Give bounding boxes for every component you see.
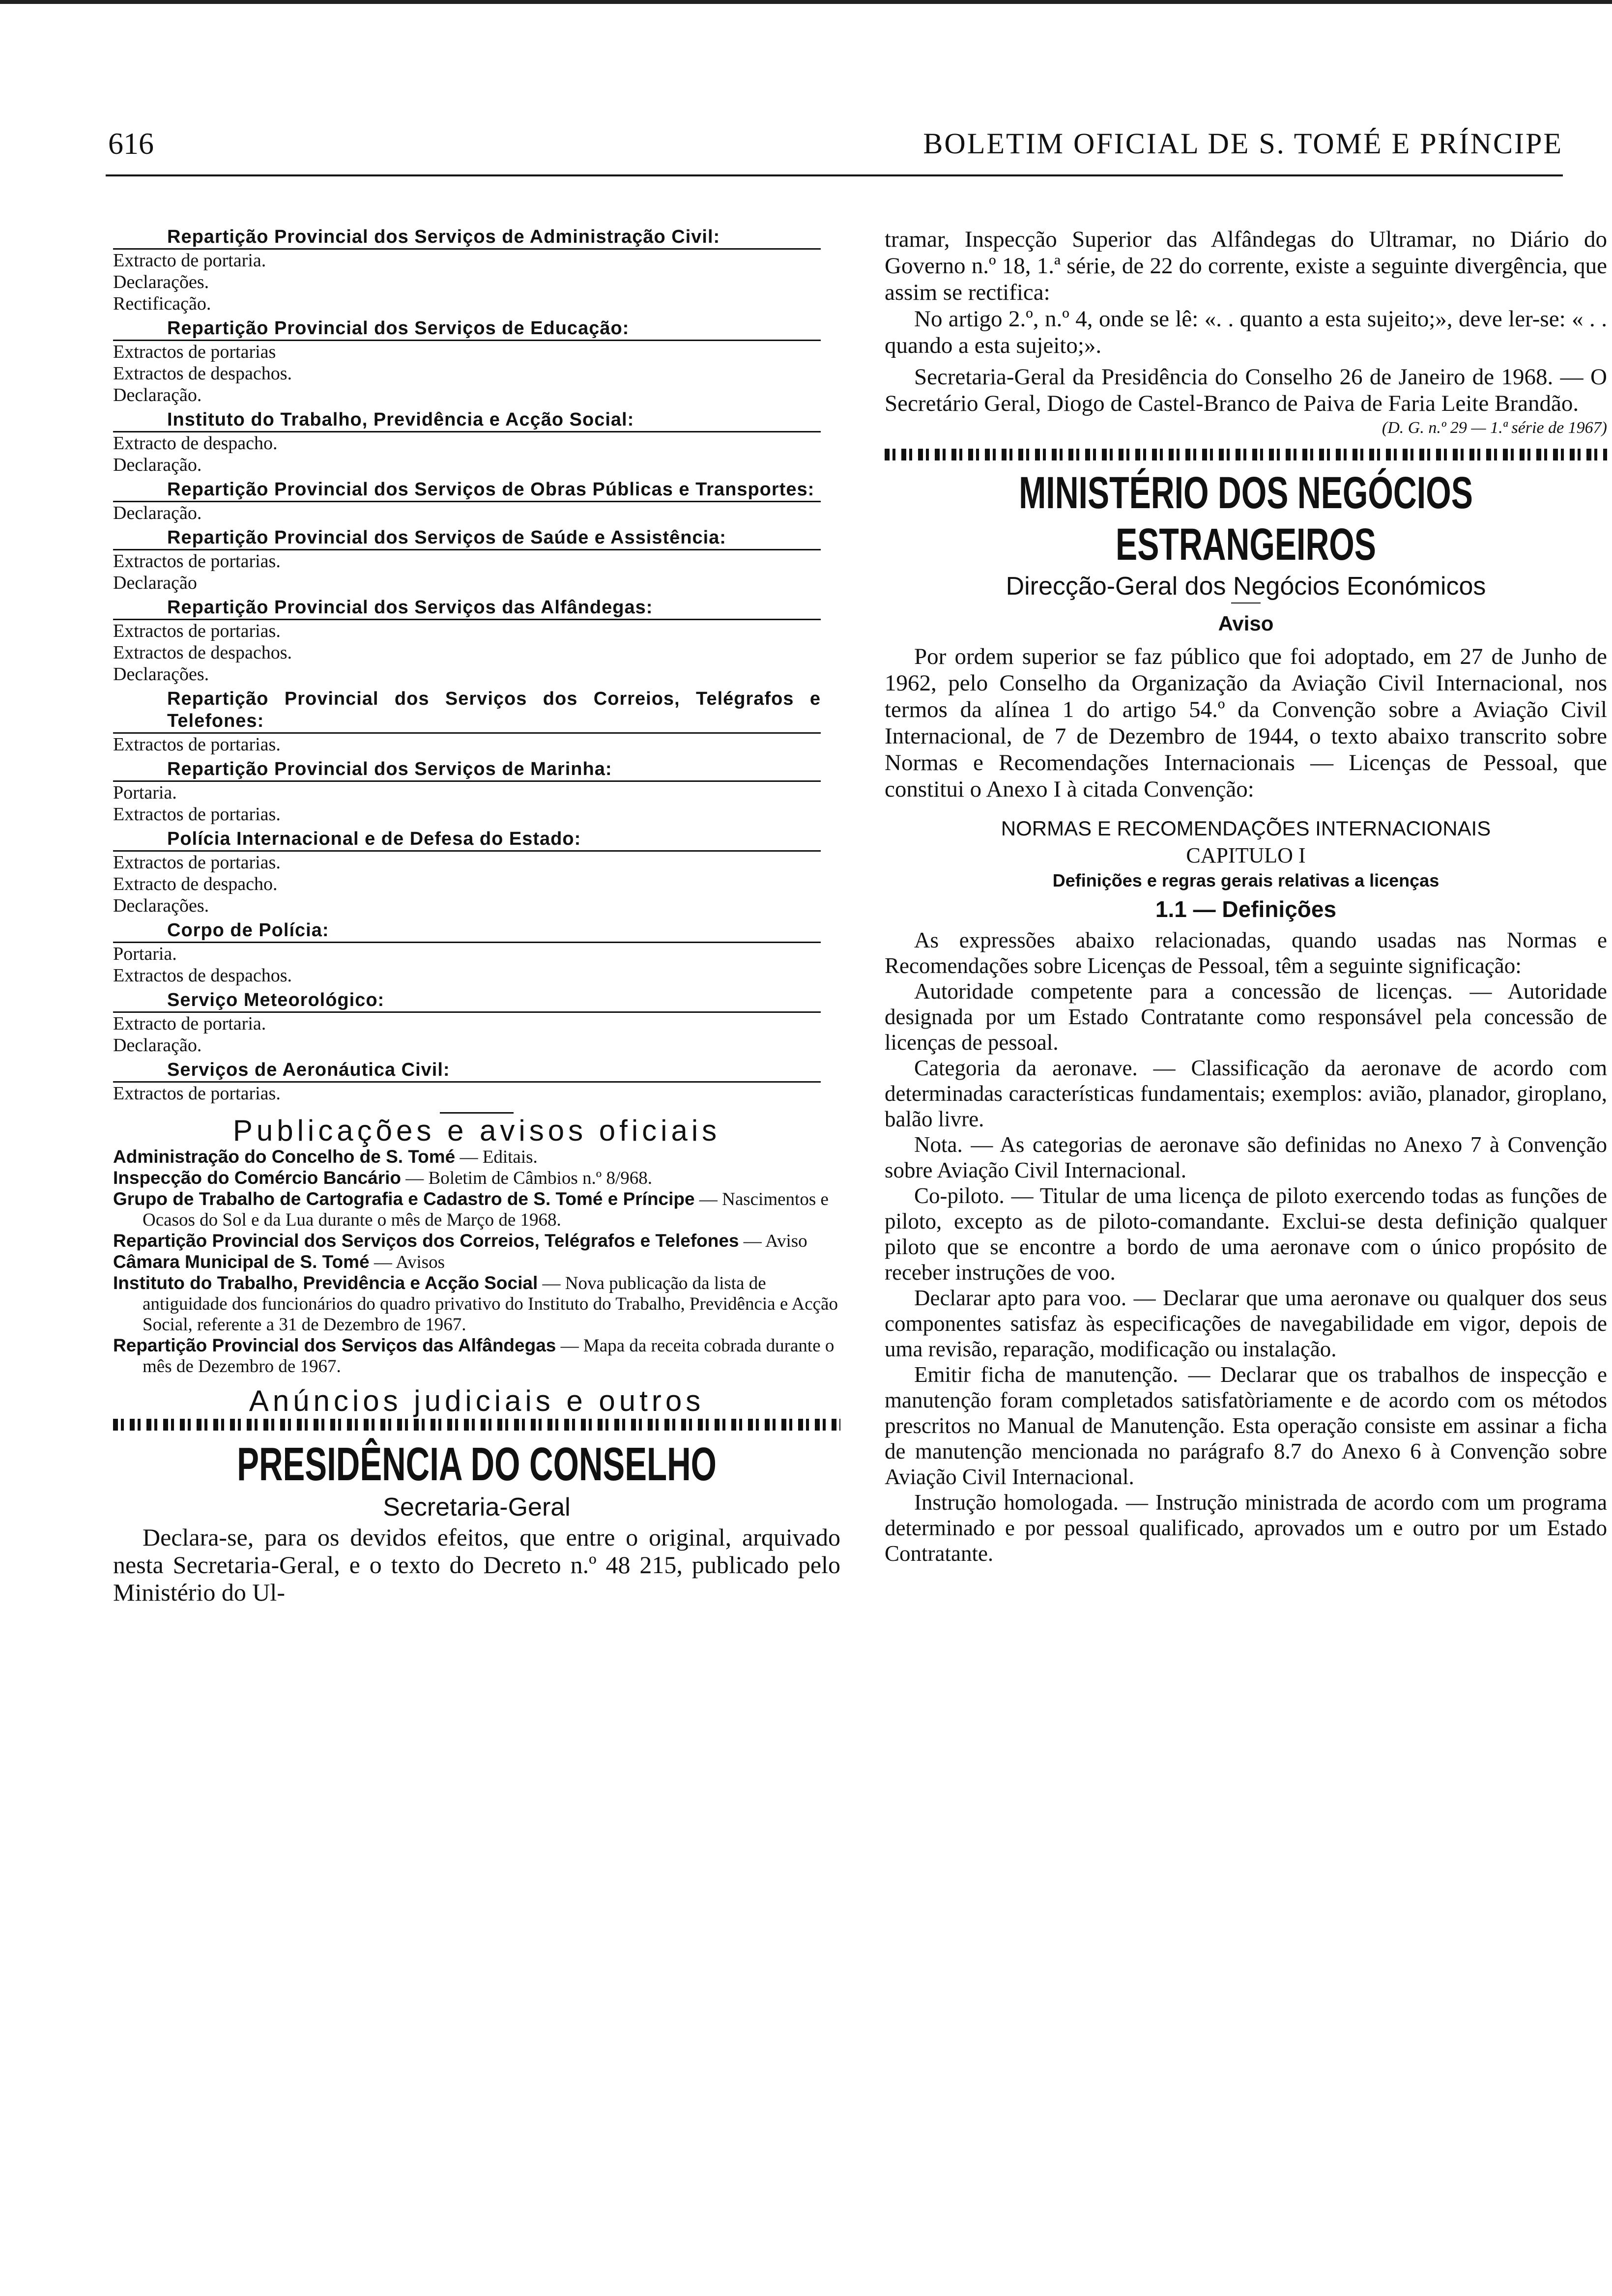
section-heading: Repartição Provincial dos Serviços de Administração Civil: <box>113 226 821 250</box>
declaration-paragraph: Declara-se, para os devidos efeitos, que entre o original, arquivado nesta Secretaria-Geral, e o texto do Decreto n.º 48 215, publicado pelo Ministério do Ul- <box>113 1523 840 1606</box>
publicacoes-list <box>113 1147 840 1377</box>
anuncios-title: Anúncios judiciais e outros <box>249 1384 705 1417</box>
section-block <box>113 527 840 594</box>
publicacao-item <box>113 1147 840 1168</box>
definicoes-heading: 1.1 — Definições <box>1155 896 1337 922</box>
publicacoes-title: Publicações e avisos oficiais <box>232 1114 721 1147</box>
definicoes-gerais-heading: Definições e regras gerais relativas a licenças <box>1052 870 1439 890</box>
publicacao-org: Administração do Concelho de S. Tomé <box>113 1147 456 1167</box>
section-item: Declaração. <box>113 385 202 405</box>
section-block <box>113 317 840 406</box>
section-item: Extracto de despacho. <box>113 433 278 454</box>
definition-paragraph: Nota. — As categorias de aeronave são definidas no Anexo 7 à Convenção sobre Aviação Civil Internacional. <box>885 1132 1607 1182</box>
page-number: 616 <box>108 127 154 161</box>
section-block <box>113 688 840 755</box>
normas-heading: NORMAS E RECOMENDAÇÕES INTERNACIONAIS <box>1001 817 1491 840</box>
capitulo-heading: CAPITULO I <box>1186 843 1306 867</box>
section-heading: Repartição Provincial dos Serviços de Obras Públicas e Transportes: <box>113 479 821 502</box>
secretaria-title: Secretaria-Geral <box>383 1493 571 1521</box>
section-block <box>113 226 840 315</box>
publicacao-item <box>113 1168 840 1189</box>
section-item: Extractos de despachos. <box>113 363 292 384</box>
section-item: Extracto de portaria. <box>113 250 266 271</box>
section-heading: Repartição Provincial dos Serviços de Saúde e Assistência: <box>113 527 821 550</box>
section-heading: Serviço Meteorológico: <box>113 989 821 1013</box>
section-heading: Corpo de Polícia: <box>113 919 821 943</box>
section-item: Extractos de portarias. <box>113 804 281 825</box>
section-heading: Repartição Provincial dos Serviços de Educação: <box>113 317 821 341</box>
publicacao-org: Inspecção do Comércio Bancário <box>113 1168 402 1188</box>
publicacao-org: Grupo de Trabalho de Cartografia e Cadastro de S. Tomé e Príncipe <box>113 1189 695 1209</box>
section-item: Declaração. <box>113 455 202 475</box>
ornament-rule <box>113 1419 840 1431</box>
definition-paragraph: As expressões abaixo relacionadas, quando usadas nas Normas e Recomendações sobre Licenças de Pessoal, têm a seguinte significação: <box>885 928 1607 978</box>
section-heading: Polícia Internacional e de Defesa do Estado: <box>113 828 821 852</box>
definition-paragraph: Co-piloto. — Titular de uma licença de piloto exercendo todas as funções de piloto, excepto as de piloto-comandante. Exclui-se desta definição qualquer piloto que se encontre a bordo de uma aeronave com o único propósito de receber instruções de voo. <box>885 1183 1607 1285</box>
section-item: Extractos de portarias. <box>113 1083 281 1104</box>
publicacao-text: — Boletim de Câmbios n.º 8/968. <box>401 1168 652 1188</box>
section-block <box>113 758 840 825</box>
section-item: Portaria. <box>113 944 177 964</box>
header-rule <box>106 174 1563 176</box>
publicacao-text: — Nascimentos e Ocasos do Sol e da Lua durante o mês de Março de 1968. <box>143 1189 829 1230</box>
ministerio-title-line1: MINISTÉRIO DOS NEGÓCIOS <box>1019 468 1473 518</box>
section-item: Extractos de portarias. <box>113 621 281 641</box>
definitions-list <box>885 927 1607 1566</box>
section-heading: Serviços de Aeronáutica Civil: <box>113 1059 821 1083</box>
section-item: Declaração <box>113 573 197 593</box>
section-item: Extractos de portarias. <box>113 734 281 755</box>
publicacao-item <box>113 1273 840 1335</box>
definition-paragraph: Categoria da aeronave. — Classificação da aeronave de acordo com determinadas características fundamentais; exemplos: avião, planador, giroplano, balão livre. <box>885 1056 1607 1131</box>
publicacao-item <box>113 1335 840 1377</box>
source-note: (D. G. n.º 29 — 1.ª série de 1967) <box>1382 419 1607 437</box>
definition-paragraph: Instrução homologada. — Instrução ministrada de acordo com um programa determinado e por pessoal qualificado, aprovados um e outro por um Estado Contratante. <box>885 1490 1607 1566</box>
publicacao-item <box>113 1189 840 1231</box>
running-title: BOLETIM OFICIAL DE S. TOMÉ E PRÍNCIPE <box>923 127 1563 160</box>
section-item: Rectificação. <box>113 293 211 314</box>
section-list <box>113 226 840 1104</box>
publicacao-text: — Mapa da receita cobrada durante o mês de Dezembro de 1967. <box>143 1336 835 1377</box>
section-block <box>113 1059 840 1104</box>
section-block <box>113 919 840 986</box>
aviso-heading: Aviso <box>1218 612 1274 635</box>
section-block <box>113 409 840 476</box>
publicacao-text: — Aviso <box>739 1231 807 1251</box>
section-item: Extracto de despacho. <box>113 874 278 894</box>
right-column <box>885 226 1607 1566</box>
section-item: Extractos de despachos. <box>113 965 292 986</box>
publicacao-org: Repartição Provincial dos Serviços das Alfândegas <box>113 1335 556 1355</box>
section-item: Extractos de portarias. <box>113 852 281 873</box>
publicacao-text: — Nova publicação da lista de antiguidade dos funcionários do quadro privativo do Instituto do Trabalho, Previdência e Acção Social, referente a 31 de Dezembro de 1967. <box>143 1273 838 1335</box>
direccao-title: Direcção-Geral dos Negócios Económicos <box>1006 572 1486 601</box>
section-item: Declaração. <box>113 503 202 523</box>
section-item: Declarações. <box>113 664 209 685</box>
publicacao-item <box>113 1231 840 1252</box>
definition-paragraph: Declarar apto para voo. — Declarar que uma aeronave ou qualquer dos seus componentes satisfaz às especificações de navegabilidade em vigor, depois de uma revisão, reparação, modificação ou instalação. <box>885 1286 1607 1361</box>
section-block <box>113 989 840 1056</box>
publicacao-org: Câmara Municipal de S. Tomé <box>113 1252 370 1272</box>
divider <box>440 1112 514 1114</box>
section-item: Extractos de portarias <box>113 342 276 362</box>
presidencia-title: PRESIDÊNCIA DO CONSELHO <box>237 1438 717 1491</box>
continued-paragraph: tramar, Inspecção Superior das Alfândegas do Ultramar, no Diário do Governo n.º 18, 1.ª série, de 22 do corrente, existe a seguinte divergência, que assim se rectifica: <box>885 227 1607 305</box>
publicacao-org: Repartição Provincial dos Serviços dos Correios, Telégrafos e Telefones <box>113 1231 739 1251</box>
publicacao-text: — Avisos <box>369 1252 445 1272</box>
ministerio-title-line2: ESTRANGEIROS <box>1116 519 1376 570</box>
secretaria-paragraph: Secretaria-Geral da Presidência do Conselho 26 de Janeiro de 1968. — O Secretário Geral, Diogo de Castel-Branco de Paiva de Faria Leite Brandão. <box>885 364 1607 416</box>
publicacao-item <box>113 1252 840 1273</box>
top-border <box>0 0 1612 4</box>
definition-paragraph: Emitir ficha de manutenção. — Declarar que os trabalhos de inspecção e manutenção foram completados satisfatòriamente e de acordo com os métodos prescritos no Manual de Manutenção. Esta operação consiste em assinar a ficha de manutenção mencionada no parágrafo 8.7 do Anexo 6 à Convenção sobre Aviação Civil Internacional. <box>885 1362 1607 1489</box>
section-block <box>113 597 840 685</box>
definition-paragraph: Autoridade competente para a concessão de licenças. — Autoridade designada por um Estado Contratante como responsável pela concessão de licenças de pessoal. <box>885 979 1607 1055</box>
ornament-rule <box>885 449 1607 460</box>
section-heading: Repartição Provincial dos Serviços dos Correios, Telégrafos e Telefones: <box>113 688 821 734</box>
artigo-paragraph: No artigo 2.º, n.º 4, onde se lê: «. . quanto a esta sujeito;», deve ler-se: « . . quando a esta sujeito;». <box>885 306 1607 358</box>
section-item: Portaria. <box>113 782 177 803</box>
publicacao-text: — Editais. <box>455 1147 538 1167</box>
section-item: Extractos de portarias. <box>113 551 281 572</box>
section-item: Extracto de portaria. <box>113 1013 266 1034</box>
section-heading: Repartição Provincial dos Serviços das Alfândegas: <box>113 597 821 620</box>
section-heading: Repartição Provincial dos Serviços de Marinha: <box>113 758 821 782</box>
section-item: Declarações. <box>113 895 209 916</box>
aviso-paragraph: Por ordem superior se faz público que foi adoptado, em 27 de Junho de 1962, pelo Conselho da Organização da Aviação Civil Internacional, nos termos da alínea 1 do artigo 54.º da Convenção sobre a Aviação Civil Internacional, de 7 de Dezembro de 1944, o texto abaixo transcrito sobre Normas e Recomendações Internacionais — Licenças de Pessoal, que constitui o Anexo I à citada Convenção: <box>885 644 1607 802</box>
left-column <box>113 226 840 1606</box>
section-item: Declaração. <box>113 1035 202 1056</box>
section-block <box>113 828 840 917</box>
section-heading: Instituto do Trabalho, Previdência e Acção Social: <box>113 409 821 432</box>
section-block <box>113 479 840 524</box>
section-item: Extractos de despachos. <box>113 642 292 663</box>
publicacao-org: Instituto do Trabalho, Previdência e Acção Social <box>113 1273 538 1293</box>
section-item: Declarações. <box>113 272 209 292</box>
